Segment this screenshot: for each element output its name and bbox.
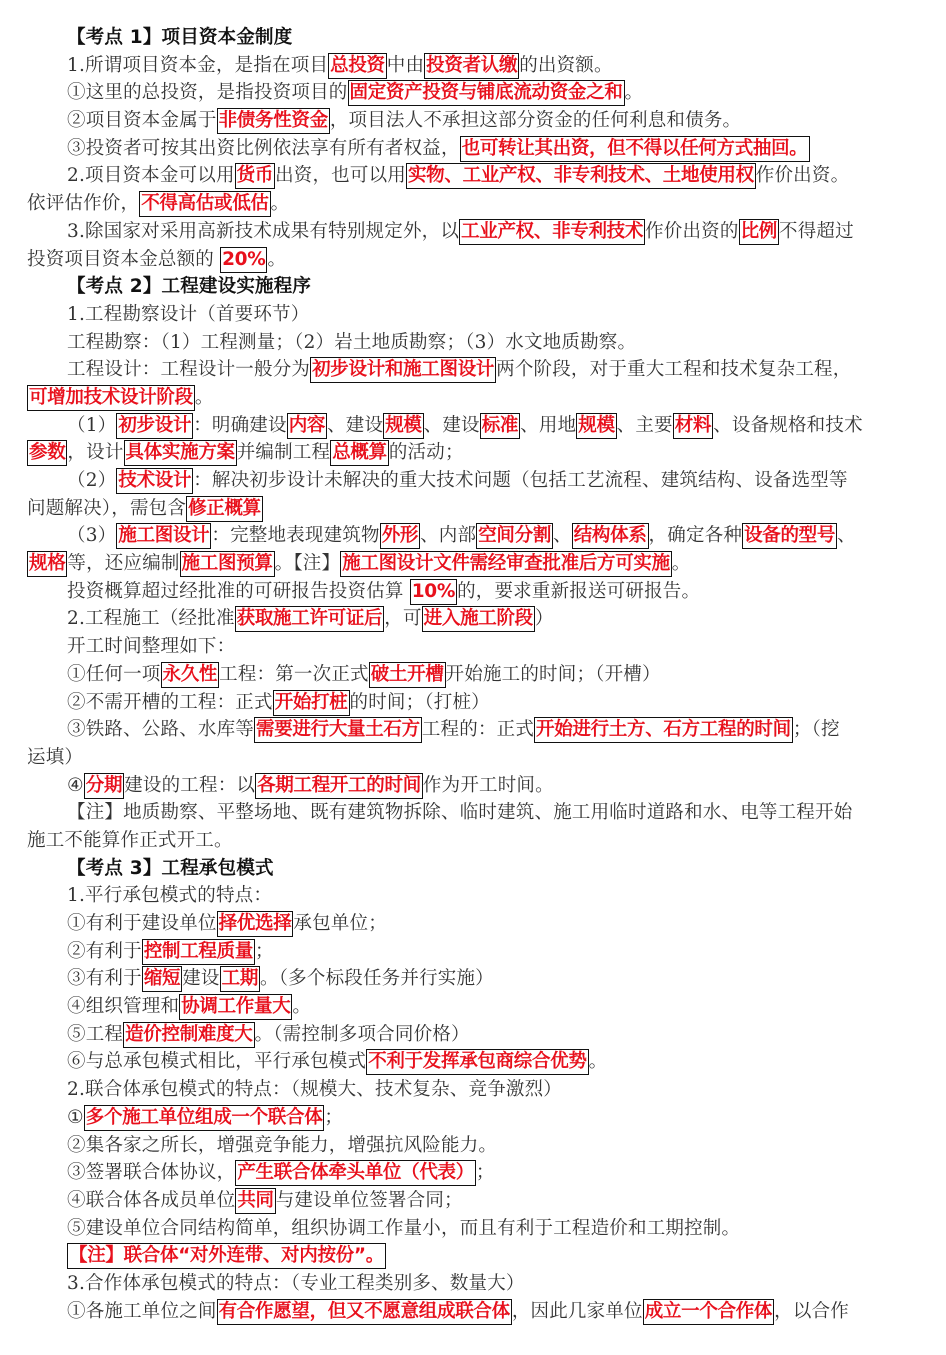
text-segment: 、建设 — [423, 414, 480, 436]
text-line — [27, 107, 919, 135]
text-segment: ，项目法人不承担这部分资金的任何利息和债务。 — [329, 110, 742, 132]
text-segment: ⑤工程 — [67, 1023, 124, 1045]
text-line — [27, 218, 919, 246]
text-segment: ，可 — [384, 608, 422, 630]
text-segment: 作价出资的 — [645, 220, 739, 242]
highlighted-keyword: 开始打桩 — [273, 690, 350, 716]
text-segment: 1.所谓项目资本金，是指在项目 — [67, 54, 329, 76]
text-line — [27, 799, 919, 827]
highlighted-keyword: 投资者认缴 — [424, 53, 519, 79]
highlighted-keyword: 规模 — [383, 413, 423, 439]
text-segment: 。 — [270, 193, 290, 215]
text-segment: 问题解决），需包含 — [27, 497, 187, 519]
text-segment: ②集各家之所长，增强竞争能力，增强抗风险能力。 — [67, 1134, 498, 1156]
text-segment: 投资项目资本金总额的 — [27, 248, 221, 270]
text-segment: 承包单位； — [293, 913, 387, 934]
text-segment: 2.联合体承包模式的特点：（规模大、技术复杂、竞争激烈） — [67, 1079, 563, 1101]
text-segment: ； — [255, 940, 274, 962]
highlighted-keyword: 择优选择 — [217, 911, 294, 937]
text-line — [27, 633, 919, 661]
highlighted-keyword: 修正概算 — [186, 496, 263, 522]
highlighted-keyword: 共同 — [235, 1188, 275, 1214]
highlighted-keyword: 工业产权、非专利技术 — [459, 219, 645, 245]
text-segment: 开工时间整理如下： — [67, 636, 236, 658]
text-segment: 、 — [837, 525, 856, 547]
highlighted-keyword: 不利于发挥承包商综合优势 — [366, 1049, 588, 1075]
text-segment: 、 — [553, 525, 572, 547]
text-segment: ②项目资本金属于 — [67, 110, 217, 132]
text-segment: ①各施工单位之间 — [67, 1300, 217, 1322]
highlighted-keyword: 初步设计 — [116, 413, 193, 439]
text-segment: 3.合作体承包模式的特点：（专业工程类别多、数量大） — [67, 1272, 525, 1294]
text-line — [27, 135, 919, 163]
text-segment: 。 — [588, 1051, 608, 1073]
text-segment: ②不需开槽的工程：正式 — [67, 691, 273, 713]
text-segment: ，因此几家单位 — [511, 1300, 643, 1322]
text-segment: 。 — [671, 553, 691, 575]
text-segment: 作为开工时间。 — [422, 774, 554, 796]
highlighted-keyword: 也可转让其出资，但不得以任何方式抽回。 — [460, 136, 810, 162]
highlighted-keyword: 造价控制难度大 — [123, 1022, 254, 1048]
text-segment: 、内部 — [420, 525, 477, 547]
text-line — [27, 1215, 919, 1243]
text-line — [27, 246, 919, 274]
text-segment: 。 — [194, 386, 214, 408]
text-line — [27, 467, 919, 495]
highlighted-keyword: 获取施工许可证后 — [235, 606, 385, 632]
text-segment: 开始施工的时间；（开槽） — [445, 663, 661, 685]
text-segment: ； — [475, 1162, 495, 1184]
text-segment: ，设计 — [67, 442, 124, 464]
study-notes-document — [27, 24, 919, 1325]
highlighted-keyword: 需要进行大量土石方 — [254, 717, 422, 743]
text-line — [27, 1159, 919, 1187]
text-line — [27, 522, 919, 550]
highlighted-keyword: 缩短 — [142, 966, 182, 992]
text-line — [27, 1242, 919, 1270]
text-segment: 工程设计：工程设计一般分为 — [67, 359, 311, 381]
text-line — [27, 882, 919, 910]
text-segment: （2） — [67, 470, 117, 491]
text-segment: 、用地 — [520, 414, 577, 436]
text-segment: 投资概算超过经批准的可研报告投资估算 — [67, 580, 410, 602]
text-segment: 等，还应编制 — [67, 553, 180, 575]
highlighted-keyword: 【注】联合体“对外连带、对内按份”。 — [67, 1243, 386, 1269]
text-segment: 。【注】 — [274, 553, 341, 575]
text-segment: 的时间；（打桩） — [349, 691, 490, 713]
text-segment: 。（多个标段任务并行实施） — [260, 968, 494, 990]
text-segment: 。 — [292, 996, 312, 1018]
highlighted-keyword: 实物、工业产权、非专利技术、土地使用权 — [406, 163, 756, 189]
highlighted-keyword: 可增加技术设计阶段 — [27, 385, 195, 411]
text-line — [27, 301, 919, 329]
highlighted-keyword: 具体实施方案 — [124, 440, 237, 466]
highlighted-keyword: 材料 — [673, 413, 713, 439]
text-segment: 中由 — [386, 54, 425, 76]
highlighted-keyword: 外形 — [380, 523, 420, 549]
text-segment: ；（挖 — [792, 719, 840, 741]
text-line — [27, 716, 919, 744]
text-segment: 并编制工程 — [236, 442, 331, 464]
highlighted-keyword: 有合作愿望，但又不愿意组成联合体 — [217, 1299, 512, 1325]
highlighted-keyword: 永久性 — [161, 662, 220, 688]
text-line — [27, 356, 919, 384]
text-segment: ） — [534, 608, 554, 630]
text-segment: 与建设单位签署合同； — [275, 1189, 463, 1211]
highlighted-keyword: 规模 — [576, 413, 616, 439]
text-segment: ：明确建设 — [193, 414, 287, 436]
text-line — [27, 1132, 919, 1160]
text-segment: 1.工程勘察设计（首要环节） — [67, 303, 310, 325]
text-line — [27, 993, 919, 1021]
text-line — [27, 827, 919, 855]
highlighted-keyword: 规格 — [27, 551, 67, 577]
text-segment: 【考点 2】工程建设实施程序 — [67, 276, 312, 298]
text-line — [27, 661, 919, 689]
text-segment: ③投资者可按其出资比例依法享有所有者权益， — [67, 137, 460, 159]
highlighted-keyword: 内容 — [287, 413, 327, 439]
text-line — [27, 1048, 919, 1076]
text-segment: 建设 — [182, 968, 220, 990]
highlighted-keyword: 施工图设计 — [116, 523, 211, 549]
section-heading — [27, 855, 919, 883]
highlighted-keyword: 非债务性资金 — [217, 108, 330, 134]
text-segment: ① — [67, 1106, 84, 1128]
text-segment: ①这里的总投资，是指投资项目的 — [67, 82, 348, 104]
text-segment: 、设备规格和技术 — [713, 414, 863, 436]
text-segment: 、主要 — [616, 414, 673, 436]
text-segment: ：解决初步设计未解决的重大技术问题（包括工艺流程、建筑结构、设备选型等 — [193, 470, 848, 491]
text-segment: ③铁路、公路、水库等 — [67, 719, 255, 741]
text-segment: 【考点 3】工程承包模式 — [67, 857, 274, 879]
text-segment: ①有利于建设单位 — [67, 913, 217, 934]
text-segment: ：完整地表现建筑物 — [211, 525, 380, 547]
text-line — [27, 965, 919, 993]
section-heading — [27, 273, 919, 301]
text-line — [27, 162, 919, 190]
text-line — [27, 1270, 919, 1298]
text-segment: （3） — [67, 525, 117, 547]
highlighted-keyword: 开始进行土方、石方工程的时间 — [534, 717, 793, 743]
text-line — [27, 1076, 919, 1104]
text-line — [27, 412, 919, 440]
highlighted-keyword: 20% — [220, 247, 267, 273]
text-segment: 作价出资。 — [755, 165, 850, 187]
text-segment: ，以合作 — [774, 1300, 849, 1322]
text-segment: ； — [324, 1106, 344, 1128]
highlighted-keyword: 10% — [410, 579, 457, 605]
text-line — [27, 910, 919, 938]
text-segment: 2.项目资本金可以用 — [67, 165, 235, 187]
text-segment: 依评估作价， — [27, 193, 140, 215]
highlighted-keyword: 结构体系 — [572, 523, 649, 549]
highlighted-keyword: 标准 — [480, 413, 520, 439]
highlighted-keyword: 进入施工阶段 — [422, 606, 535, 632]
text-line — [27, 384, 919, 412]
text-line — [27, 52, 919, 80]
text-line — [27, 1021, 919, 1049]
text-segment: 运填） — [27, 746, 84, 768]
highlighted-keyword: 控制工程质量 — [142, 939, 255, 965]
text-segment: 工程的：正式 — [421, 719, 535, 741]
text-line — [27, 329, 919, 357]
text-segment: （1） — [67, 414, 117, 436]
highlighted-keyword: 初步设计和施工图设计 — [310, 357, 496, 383]
text-segment: ⑥与总承包模式相比，平行承包模式 — [67, 1051, 367, 1073]
text-line — [27, 1298, 919, 1326]
highlighted-keyword: 不得高估或低估 — [139, 191, 270, 217]
highlighted-keyword: 比例 — [739, 219, 779, 245]
text-segment: 出资，也可以用 — [275, 165, 406, 187]
highlighted-keyword: 空间分割 — [476, 523, 553, 549]
text-segment: 工程勘察：（1）工程测量；（2）岩土地质勘察；（3）水文地质勘察。 — [67, 331, 637, 353]
text-line — [27, 439, 919, 467]
highlighted-keyword: 各期工程开工的时间 — [255, 773, 423, 799]
text-line — [27, 689, 919, 717]
text-line — [27, 550, 919, 578]
text-segment: 【考点 1】项目资本金制度 — [67, 27, 293, 48]
text-segment: 。 — [267, 248, 287, 270]
text-segment: 施工不能算作正式开工。 — [27, 829, 233, 851]
text-line — [27, 938, 919, 966]
text-segment: 1.平行承包模式的特点： — [67, 885, 273, 907]
text-segment: 工程：第一次正式 — [219, 663, 369, 685]
text-line — [27, 495, 919, 523]
text-segment: 的出资额。 — [519, 54, 613, 76]
text-segment: 不得超过 — [779, 220, 854, 242]
text-segment: ②有利于 — [67, 940, 142, 962]
text-segment: ④组织管理和 — [67, 996, 180, 1018]
text-segment: ④ — [67, 774, 84, 796]
text-segment: 建设的工程：以 — [124, 774, 256, 796]
text-segment: ③有利于 — [67, 968, 142, 990]
text-segment: 。（需控制多项合同价格） — [254, 1023, 470, 1045]
highlighted-keyword: 施工图设计文件需经审查批准后方可实施 — [340, 551, 672, 577]
section-heading — [27, 24, 919, 52]
text-line — [27, 772, 919, 800]
highlighted-keyword: 设备的型号 — [742, 523, 837, 549]
highlighted-keyword: 协调工作量大 — [179, 994, 292, 1020]
highlighted-keyword: 技术设计 — [116, 468, 193, 494]
highlighted-keyword: 货币 — [235, 163, 275, 189]
text-segment: 、建设 — [327, 414, 384, 436]
text-line — [27, 605, 919, 633]
text-line — [27, 1187, 919, 1215]
highlighted-keyword: 分期 — [84, 773, 124, 799]
highlighted-keyword: 工期 — [220, 966, 260, 992]
text-segment: 的，要求重新报送可研报告。 — [457, 580, 701, 602]
highlighted-keyword: 施工图预算 — [180, 551, 275, 577]
text-segment: 3.除国家对采用高新技术成果有特别规定外，以 — [67, 220, 460, 242]
highlighted-keyword: 产生联合体牵头单位（代表） — [235, 1160, 476, 1186]
text-segment: 两个阶段，对于重大工程和技术复杂工程， — [496, 359, 852, 381]
highlighted-keyword: 多个施工单位组成一个联合体 — [84, 1105, 325, 1131]
text-segment: ，确定各种 — [648, 525, 743, 547]
text-segment: ③签署联合体协议， — [67, 1162, 236, 1184]
text-line — [27, 578, 919, 606]
text-segment: 【注】地质勘察、平整场地、既有建筑物拆除、临时建筑、施工用临时道路和水、电等工程开始 — [67, 802, 853, 824]
text-segment: 。 — [624, 82, 644, 104]
text-segment: ⑤建设单位合同结构简单，组织协调工作量小，而且有利于工程造价和工期控制。 — [67, 1217, 741, 1239]
text-segment: 的活动； — [388, 442, 464, 464]
highlighted-keyword: 参数 — [27, 440, 67, 466]
text-line — [27, 190, 919, 218]
text-segment: 2.工程施工（经批准 — [67, 608, 235, 630]
highlighted-keyword: 成立一个合作体 — [643, 1299, 774, 1325]
text-line — [27, 744, 919, 772]
text-segment: ④联合体各成员单位 — [67, 1189, 236, 1211]
highlighted-keyword: 破土开槽 — [369, 662, 446, 688]
text-line — [27, 79, 919, 107]
text-line — [27, 1104, 919, 1132]
text-segment: ①任何一项 — [67, 663, 161, 685]
highlighted-keyword: 固定资产投资与铺底流动资金之和 — [348, 80, 625, 106]
highlighted-keyword: 总概算 — [330, 440, 389, 466]
highlighted-keyword: 总投资 — [328, 53, 387, 79]
